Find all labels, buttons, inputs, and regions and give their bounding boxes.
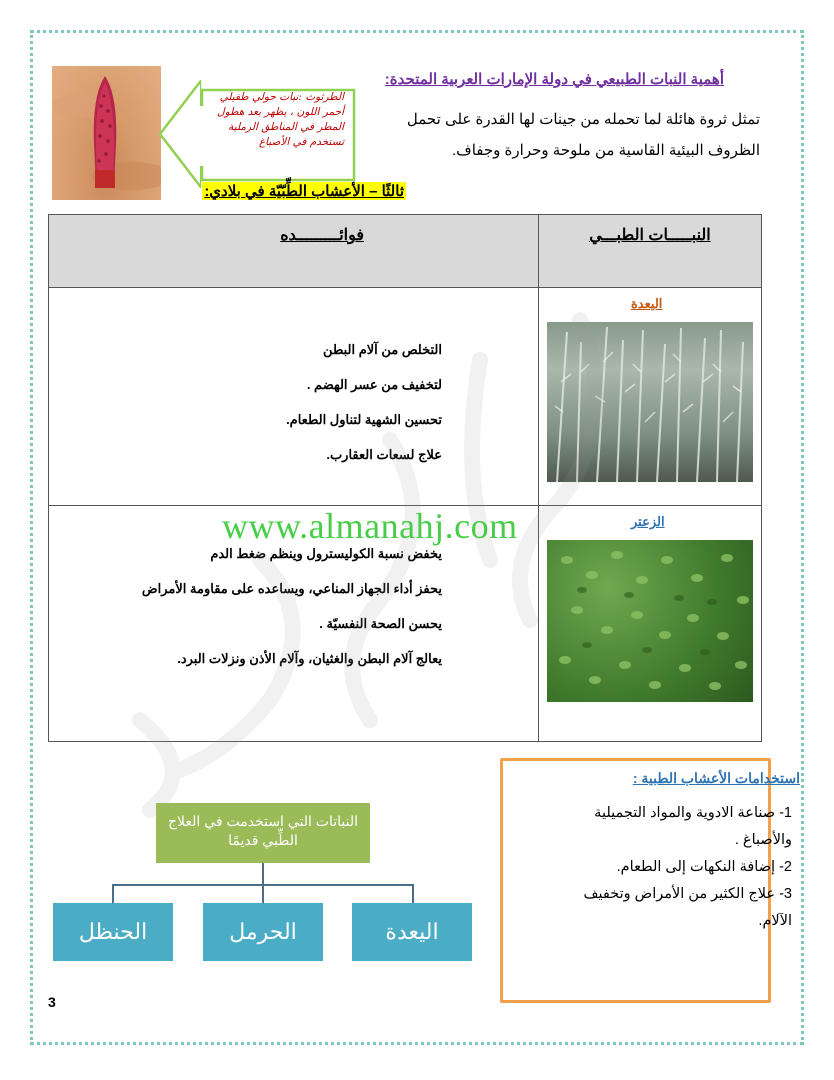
diagram-child-yaada: اليعدة [352,903,472,961]
benefits-cell [49,288,539,506]
benefit-item: يعالج آلام البطن والغثيان، وآلام الأذن ونزلات البرد. [177,651,442,666]
diagram-connector [262,884,264,903]
diagram-connector [262,863,264,885]
diagram-child-harmal: الحرمل [203,903,323,961]
yaada-plant-photo [547,322,753,482]
table-row [49,288,762,506]
table-header-row [49,215,762,288]
diagram-connector [112,884,114,903]
diagram-root: النباتات التي استخدمت في العلاج الطِّبي قديمًا [156,803,370,863]
diagram-connector [412,884,414,903]
thyme-plant-photo [547,540,753,702]
benefits-list [49,288,538,472]
benefit-item: يخفض نسبة الكوليسترول وينظم ضغط الدم [210,546,442,561]
uses-list [572,800,792,935]
uses-item: 2- إضافة النكهات إلى الطعام. [616,859,792,875]
uses-item: 1- صناعة الادوية والمواد التجميلية والأصباغ . [594,805,792,848]
plant-name: الزعتر [631,514,665,529]
uses-title: استخدامات الأعشاب الطبية : [632,770,800,786]
callout-text: الطرثوث :نبات حولي طفيلي أحمر اللون ، يظهر بعد هطول المطر في المناطق الرملية تستخدم في الأصباغ [217,91,344,148]
intro-paragraph: تمثل ثروة هائلة لما تحمله من جينات لها القدرة على تحمل الظروف البيئية القاسية من ملوحة وحرارة وجفاف. [406,111,760,159]
plant-cell [539,288,762,506]
watermark-url: www.almanahj.com [222,506,518,546]
herbs-table [48,214,762,742]
benefit-item: تحسين الشهية لتناول الطعام. [286,412,442,427]
plant-name: اليعدة [631,296,663,311]
diagram-child-hanzal: الحنظل [53,903,173,961]
col-plant-header: النبـــــات الطبـــي [539,215,762,288]
page-number: 3 [48,994,56,1010]
col-benefits-header: فوائـــــــــده [49,215,539,288]
uses-item: 3- علاج الكثير من الأمراض وتخفيف الآلام. [583,886,792,929]
benefit-item: لتخفيف من عسر الهضم . [306,377,442,392]
section-title: ثالثًا – الأعشاب الطِّبّيّة في بلادي: [204,183,404,200]
benefit-item: علاج لسعات العقارب. [326,447,442,462]
benefit-item: يحسن الصحة النفسيّة . [319,616,442,631]
benefit-item: يحفز أداء الجهاز المناعي، ويساعده على مقاومة الأمراض [141,581,442,596]
page-title: أهمية النبات الطبيعي في دولة الإمارات العربية المتحدة: [384,71,724,88]
benefit-item: التخلص من آلام البطن [323,342,442,357]
tarthouth-photo [52,66,161,200]
plant-cell [539,506,762,742]
